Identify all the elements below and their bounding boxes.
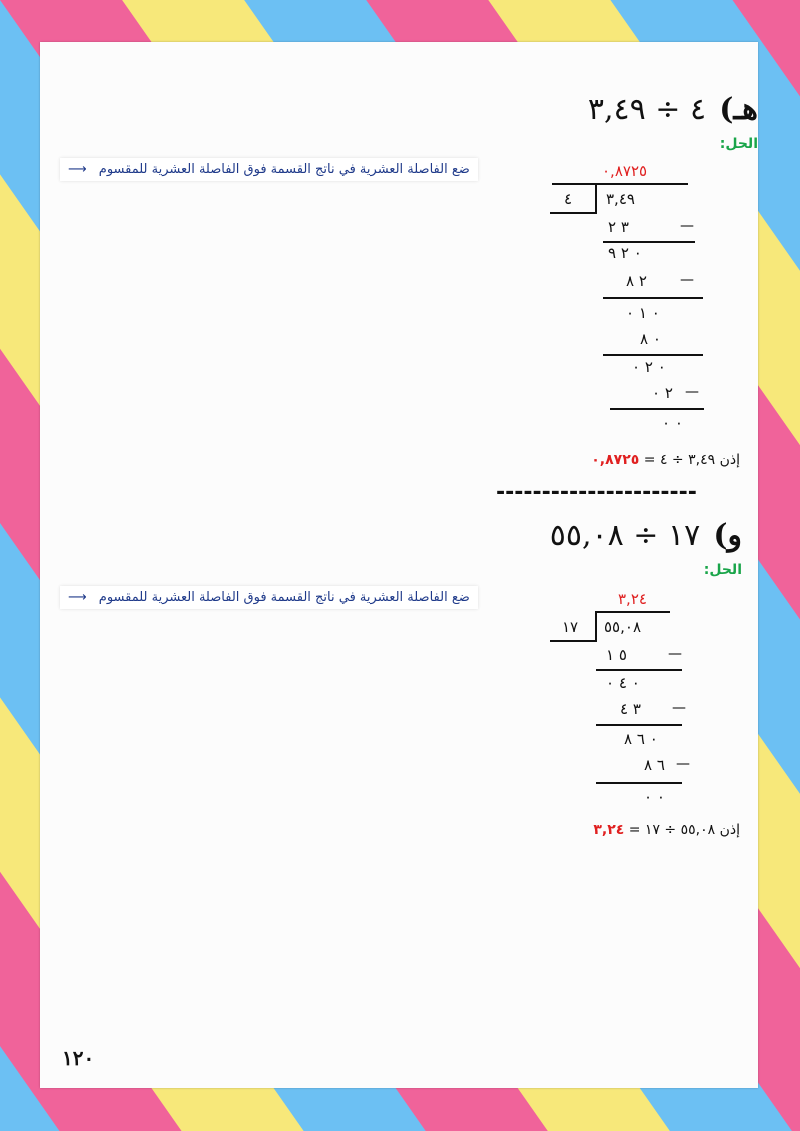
problem-w-step: ٥ ١ — [606, 646, 627, 664]
problem-w-bracket-vertical — [595, 611, 597, 642]
problem-h-dividend: ٣,٤٩ — [606, 190, 635, 208]
problem-h-step: ٢ ٠ — [652, 384, 673, 402]
problem-w-step: ٣ ٤ — [620, 700, 641, 718]
problem-h-bracket-base — [550, 212, 596, 214]
problem-h-step: ٠ ٢ ٩ — [608, 244, 642, 262]
problem-h-step: ٠ ٢ ٠ — [632, 358, 666, 376]
problem-w-note — [60, 586, 478, 609]
minus-sign: — — [680, 218, 694, 234]
problem-h-title — [588, 92, 758, 127]
problem-h-step: ٠ ٨ — [640, 330, 661, 348]
problem-h-conclusion-text: إذن ٣,٤٩ ÷ ٤ = — [639, 452, 740, 468]
problem-h-step: ٣ ٢ — [608, 218, 629, 236]
section-separator: ---------------------- — [496, 480, 697, 505]
problem-h-divisor: ٤ — [564, 190, 573, 208]
problem-w-note-text: ضع الفاصلة العشرية في ناتج القسمة فوق الفاصلة العشرية للمقسوم — [98, 590, 470, 605]
minus-sign: — — [676, 756, 690, 772]
minus-sign: — — [685, 384, 699, 400]
problem-h-subtract-line — [603, 354, 703, 356]
problem-h-quotient-bar — [552, 183, 688, 185]
problem-w-subtract-line — [596, 782, 682, 784]
minus-sign: — — [668, 646, 682, 662]
worksheet-page — [40, 42, 758, 1088]
problem-w-expression: ١٧ ÷ ٥٥,٠٨ — [549, 518, 701, 553]
problem-h-quotient: ٠,٨٧٢٥ — [602, 162, 648, 180]
problem-h-note — [60, 158, 478, 181]
problem-w-step: ٠ ٠ — [644, 788, 665, 806]
problem-w-quotient: ٣,٢٤ — [618, 590, 647, 608]
problem-w-step: ٠ ٤ ٠ — [606, 674, 640, 692]
problem-h-step: ٠ ٠ — [662, 414, 683, 432]
page-number: ١٢٠ — [62, 1046, 95, 1070]
problem-w-step: ٠ ٦ ٨ — [624, 730, 658, 748]
problem-w-conclusion — [593, 822, 740, 838]
minus-sign: — — [672, 700, 686, 716]
problem-w-label: و) — [713, 518, 742, 553]
problem-w-answer: ٣,٢٤ — [593, 822, 625, 838]
problem-h-expression: ٤ ÷ ٣,٤٩ — [587, 92, 707, 127]
problem-w-bracket-base — [550, 640, 596, 642]
problem-w-title — [550, 518, 742, 553]
problem-w-subtract-line — [596, 724, 682, 726]
problem-h-subtract-line — [610, 408, 704, 410]
problem-h-note-text: ضع الفاصلة العشرية في ناتج القسمة فوق الفاصلة العشرية للمقسوم — [98, 162, 470, 177]
problem-h-subtract-line — [603, 241, 695, 243]
problem-h-answer: ٠,٨٧٢٥ — [591, 452, 640, 468]
problem-w-quotient-bar — [596, 611, 670, 613]
problem-h-subtract-line — [603, 297, 703, 299]
problem-h-conclusion — [591, 452, 740, 468]
problem-w-step: ٦ ٨ — [644, 756, 665, 774]
arrow-icon: ⟶ — [68, 590, 87, 605]
minus-sign: — — [680, 272, 694, 288]
problem-h-solution-label: الحل: — [719, 136, 758, 152]
problem-h-label: هـ) — [719, 92, 758, 127]
problem-h-step: ٠ ١ ٠ — [626, 304, 660, 322]
problem-w-solution-label: الحل: — [703, 562, 742, 578]
problem-w-conclusion-text: إذن ٥٥,٠٨ ÷ ١٧ = — [624, 822, 740, 838]
problem-w-subtract-line — [596, 669, 682, 671]
problem-w-dividend: ٥٥,٠٨ — [604, 618, 641, 636]
problem-w-divisor: ١٧ — [562, 618, 579, 636]
problem-h-step: ٢ ٨ — [626, 272, 647, 290]
arrow-icon: ⟶ — [68, 162, 87, 177]
problem-h-bracket-vertical — [595, 183, 597, 214]
